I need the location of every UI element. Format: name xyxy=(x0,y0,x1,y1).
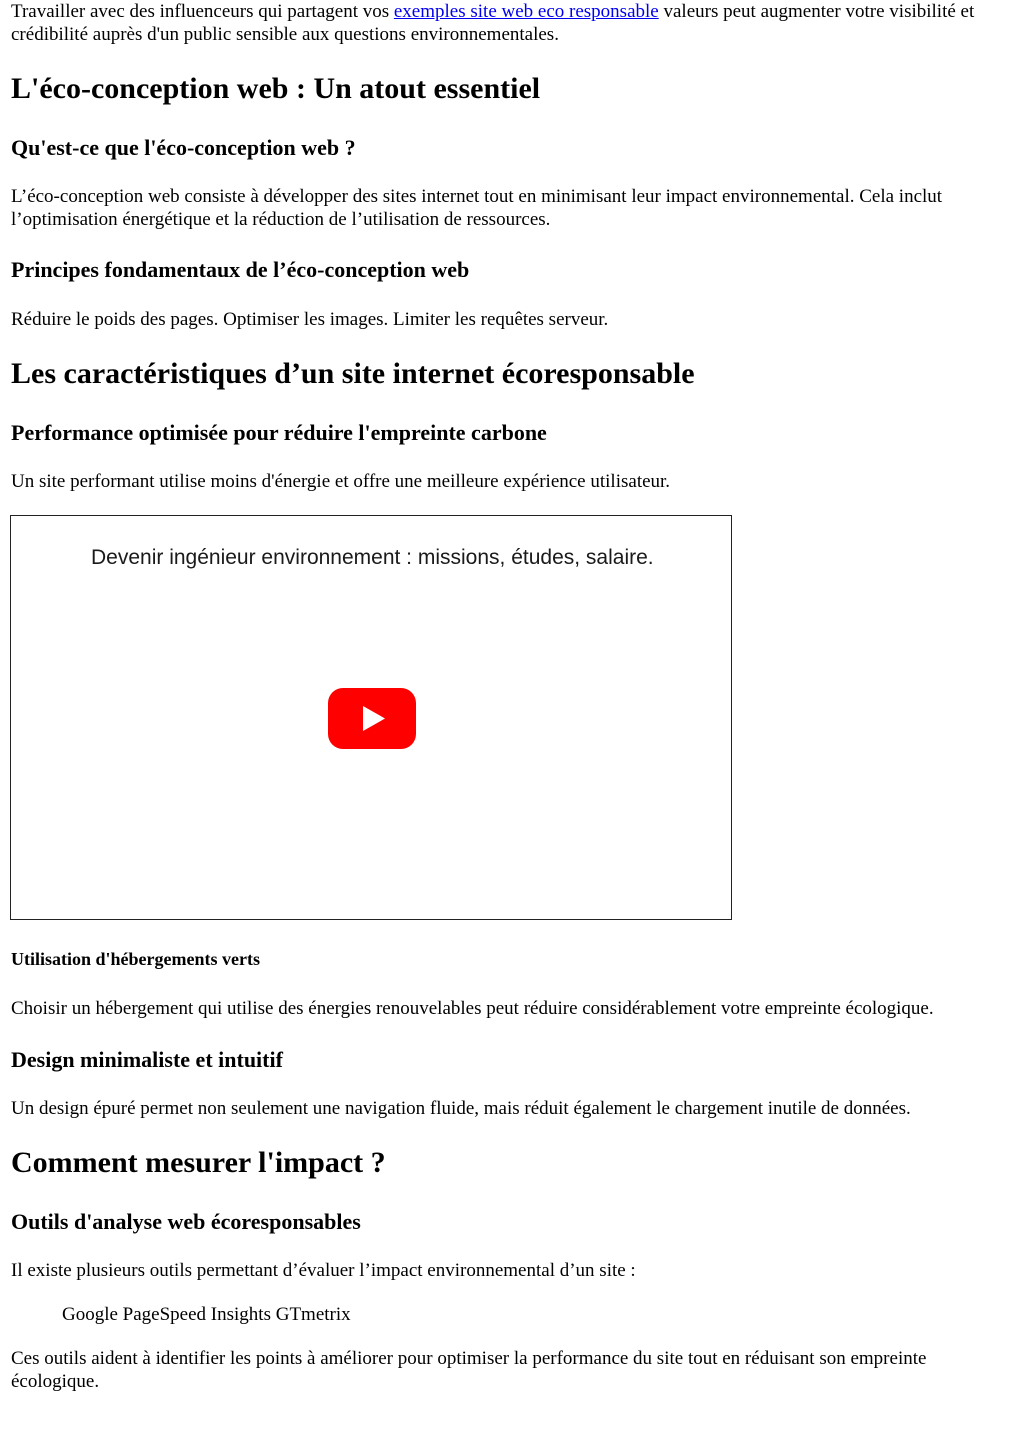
tools-list: Google PageSpeed Insights GTmetrix xyxy=(62,1304,351,1325)
paragraph-analysis-tools: Il existe plusieurs outils permettant d’évaluer l’impact environnemental d’un site : xyxy=(11,1260,636,1281)
subheading-principles: Principes fondamentaux de l’éco-conception web xyxy=(11,257,470,282)
embedded-video[interactable] xyxy=(10,515,732,920)
paragraph-closing: Ces outils aident à identifier les points à améliorer pour optimiser la performance du site tout en réduisant son empreinte écologique. xyxy=(11,1348,927,1392)
paragraph-performance: Un site performant utilise moins d'énergie et offre une meilleure expérience utilisateur. xyxy=(11,471,671,492)
subheading-analysis-tools: Outils d'analyse web écoresponsables xyxy=(11,1209,361,1234)
section-heading-eco-design: L'éco-conception web : Un atout essentiel xyxy=(11,72,541,105)
intro-paragraph xyxy=(11,0,1011,46)
section-heading-characteristics: Les caractéristiques d’un site internet écoresponsable xyxy=(11,357,695,390)
intro-text-before: Travailler avec des influenceurs qui partagent vos xyxy=(11,1,394,22)
section-heading-measure-impact: Comment mesurer l'impact ? xyxy=(11,1146,386,1179)
paragraph-principles: Réduire le poids des pages. Optimiser les images. Limiter les requêtes serveur. xyxy=(11,309,609,330)
paragraph-eco-design-definition: L’éco-conception web consiste à développer des sites internet tout en minimisant leur impact environnemental. Cela inclut l’optimisation énergétique et la réduction de l’utilisation de ressources. xyxy=(11,186,943,230)
subheading-what-is-eco-design: Qu'est-ce que l'éco-conception web ? xyxy=(11,135,356,160)
subheading-performance: Performance optimisée pour réduire l'empreinte carbone xyxy=(11,420,547,445)
eco-examples-link[interactable]: exemples site web eco responsable xyxy=(393,1,659,22)
paragraph-minimalist-design: Un design épuré permet non seulement une navigation fluide, mais réduit également le chargement inutile de données. xyxy=(11,1098,911,1119)
paragraph-green-hosting: Choisir un hébergement qui utilise des énergies renouvelables peut réduire considérablement votre empreinte écologique. xyxy=(11,998,934,1019)
youtube-play-icon[interactable] xyxy=(328,688,416,749)
subheading-minimalist-design: Design minimaliste et intuitif xyxy=(11,1047,283,1072)
subheading-green-hosting: Utilisation d'hébergements verts xyxy=(11,949,260,969)
intro-text-after: valeurs peut augmenter votre visibilité et crédibilité auprès d'un public sensible aux questions environnementales. xyxy=(11,1,975,45)
video-title[interactable]: Devenir ingénieur environnement : missions, études, salaire. xyxy=(91,546,654,569)
